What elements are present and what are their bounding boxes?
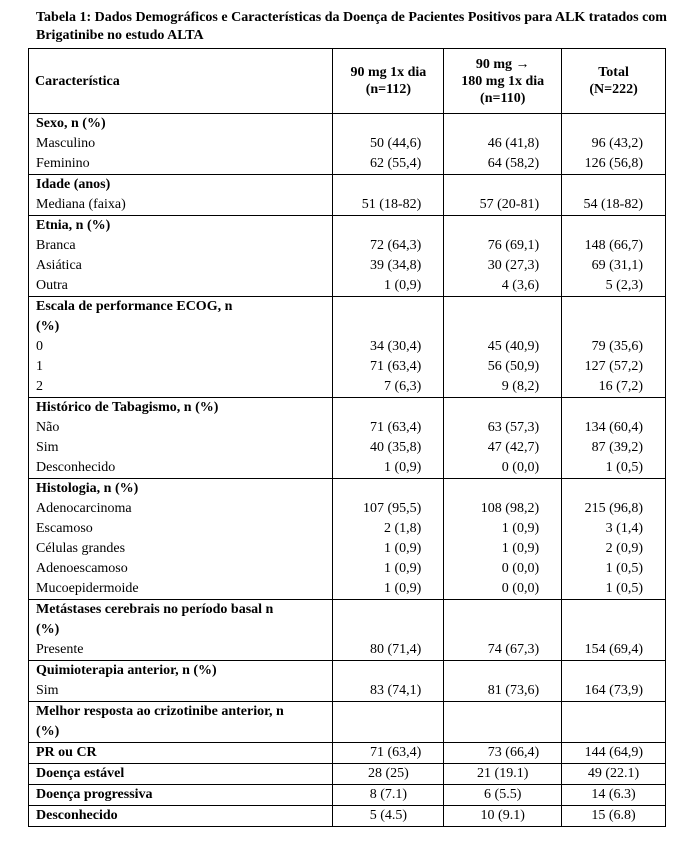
section-heading-text: Metástases cerebrais no período basal n [36, 602, 274, 617]
table-row [29, 539, 666, 559]
empty-cell [333, 216, 444, 237]
row-label: Desconhecido [29, 806, 333, 827]
table-row [29, 256, 666, 276]
table-row [29, 579, 666, 600]
row-value: 51 (18-82) [333, 195, 444, 216]
section-heading-text: Sexo, n (%) [36, 116, 106, 131]
header-total-line2: (N=222) [589, 82, 638, 97]
empty-cell [444, 297, 562, 338]
row-label: Branca [29, 236, 333, 256]
row-value: 30 (27,3) [444, 256, 562, 276]
row-value: 47 (42,7) [444, 438, 562, 458]
header-90mg-line2: (n=112) [365, 82, 412, 97]
empty-cell [562, 398, 666, 419]
row-value: 69 (31,1) [562, 256, 666, 276]
section-heading [29, 297, 333, 338]
row-value: 0 (0,0) [444, 559, 562, 579]
row-label: Outra [29, 276, 333, 297]
row-value: 83 (74,1) [333, 681, 444, 702]
row-label: PR ou CR [29, 743, 333, 764]
row-value: 1 (0,9) [333, 458, 444, 479]
row-value: 64 (58,2) [444, 154, 562, 175]
row-label: Doença estável [29, 764, 333, 785]
empty-cell [444, 175, 562, 196]
row-label: Sim [29, 681, 333, 702]
row-label: 1 [29, 357, 333, 377]
row-label: Asiática [29, 256, 333, 276]
empty-cell [562, 661, 666, 682]
row-value: 28 (25) [333, 764, 444, 785]
row-label: Doença progressiva [29, 785, 333, 806]
row-value: 5 (2,3) [562, 276, 666, 297]
row-value: 56 (50,9) [444, 357, 562, 377]
table-row [29, 519, 666, 539]
row-label: Sim [29, 438, 333, 458]
row-value: 14 (6.3) [562, 785, 666, 806]
row-value: 71 (63,4) [333, 743, 444, 764]
table-row [29, 154, 666, 175]
section-heading-text: Histórico de Tabagismo, n (%) [36, 400, 219, 415]
empty-cell [333, 175, 444, 196]
row-value: 6 (5.5) [444, 785, 562, 806]
empty-cell [333, 114, 444, 135]
header-row [29, 49, 666, 114]
row-label: Adenocarcinoma [29, 499, 333, 519]
table-row [29, 134, 666, 154]
row-value: 76 (69,1) [444, 236, 562, 256]
row-value: 1 (0,5) [562, 458, 666, 479]
empty-cell [562, 114, 666, 135]
row-value: 108 (98,2) [444, 499, 562, 519]
table-row [29, 743, 666, 764]
row-value: 1 (0,9) [333, 579, 444, 600]
section-heading-row [29, 398, 666, 419]
row-label: Feminino [29, 154, 333, 175]
header-total-line1: Total [598, 65, 629, 80]
table-title: Tabela 1: Dados Demográficos e Características da Doença de Pacientes Positivos para ALK tratados com Brigatinibe no estudo ALTA [36, 10, 667, 43]
row-value: 63 (57,3) [444, 418, 562, 438]
row-value: 5 (4.5) [333, 806, 444, 827]
empty-cell [444, 398, 562, 419]
row-value: 1 (0,5) [562, 559, 666, 579]
section-heading-text: Etnia, n (%) [36, 218, 111, 233]
header-90mg [333, 49, 444, 114]
row-value: 57 (20-81) [444, 195, 562, 216]
table-row [29, 559, 666, 579]
row-value: 50 (44,6) [333, 134, 444, 154]
row-value: 46 (41,8) [444, 134, 562, 154]
row-label: 0 [29, 337, 333, 357]
section-heading [29, 661, 333, 682]
section-heading [29, 702, 333, 743]
row-value: 1 (0,9) [444, 519, 562, 539]
section-heading-row [29, 600, 666, 641]
row-value: 80 (71,4) [333, 640, 444, 661]
row-value: 1 (0,9) [333, 559, 444, 579]
empty-cell [444, 702, 562, 743]
empty-cell [562, 600, 666, 641]
row-value: 81 (73,6) [444, 681, 562, 702]
header-90-180mg [444, 49, 562, 114]
row-value: 40 (35,8) [333, 438, 444, 458]
demographics-table [28, 48, 666, 827]
row-value: 2 (0,9) [562, 539, 666, 559]
row-value: 10 (9.1) [444, 806, 562, 827]
section-heading-text: Melhor resposta ao crizotinibe anterior, n [36, 704, 284, 719]
table-row [29, 195, 666, 216]
row-value: 148 (66,7) [562, 236, 666, 256]
table-body [29, 114, 666, 827]
row-label: Não [29, 418, 333, 438]
table-row [29, 377, 666, 398]
row-value: 0 (0,0) [444, 579, 562, 600]
row-value: 16 (7,2) [562, 377, 666, 398]
row-label: Mediana (faixa) [29, 195, 333, 216]
row-value: 144 (64,9) [562, 743, 666, 764]
empty-cell [562, 297, 666, 338]
section-heading-text-cont: (%) [36, 622, 60, 637]
section-heading-row [29, 175, 666, 196]
row-value: 74 (67,3) [444, 640, 562, 661]
header-characteristic: Característica [29, 49, 333, 114]
row-value: 107 (95,5) [333, 499, 444, 519]
empty-cell [333, 398, 444, 419]
row-value: 9 (8,2) [444, 377, 562, 398]
header-90mg-line1: 90 mg 1x dia [350, 65, 427, 80]
section-heading-text: Quimioterapia anterior, n (%) [36, 663, 217, 678]
row-value: 8 (7.1) [333, 785, 444, 806]
section-heading-row [29, 114, 666, 135]
row-value: 87 (39,2) [562, 438, 666, 458]
empty-cell [562, 479, 666, 500]
empty-cell [444, 600, 562, 641]
row-value: 2 (1,8) [333, 519, 444, 539]
row-value: 4 (3,6) [444, 276, 562, 297]
row-label: 2 [29, 377, 333, 398]
empty-cell [444, 661, 562, 682]
row-value: 1 (0,9) [333, 276, 444, 297]
row-value: 164 (73,9) [562, 681, 666, 702]
row-value: 1 (0,9) [333, 539, 444, 559]
table-row [29, 785, 666, 806]
row-value: 49 (22.1) [562, 764, 666, 785]
row-value: 154 (69,4) [562, 640, 666, 661]
section-heading [29, 175, 333, 196]
row-value: 1 (0,5) [562, 579, 666, 600]
table-row [29, 357, 666, 377]
empty-cell [333, 600, 444, 641]
row-value: 45 (40,9) [444, 337, 562, 357]
empty-cell [333, 702, 444, 743]
section-heading-text: Idade (anos) [36, 177, 111, 192]
section-heading [29, 600, 333, 641]
row-value: 215 (96,8) [562, 499, 666, 519]
table-row [29, 337, 666, 357]
table-row [29, 499, 666, 519]
section-heading-text-cont: (%) [36, 319, 60, 334]
table-row [29, 681, 666, 702]
table-row [29, 640, 666, 661]
section-heading-text: Escala de performance ECOG, n [36, 299, 233, 314]
row-label: Escamoso [29, 519, 333, 539]
row-value: 71 (63,4) [333, 357, 444, 377]
table-row [29, 764, 666, 785]
row-value: 1 (0,9) [444, 539, 562, 559]
table-header [29, 49, 666, 114]
row-value: 127 (57,2) [562, 357, 666, 377]
table-row [29, 806, 666, 827]
section-heading [29, 398, 333, 419]
header-total [562, 49, 666, 114]
row-value: 15 (6.8) [562, 806, 666, 827]
row-value: 54 (18-82) [562, 195, 666, 216]
header-90-180mg-line3: (n=110) [480, 90, 526, 106]
section-heading [29, 479, 333, 500]
empty-cell [333, 297, 444, 338]
table-row [29, 418, 666, 438]
section-heading-row [29, 702, 666, 743]
empty-cell [562, 216, 666, 237]
row-value: 73 (66,4) [444, 743, 562, 764]
row-value: 71 (63,4) [333, 418, 444, 438]
table-row [29, 276, 666, 297]
section-heading [29, 216, 333, 237]
empty-cell [562, 702, 666, 743]
table-row [29, 458, 666, 479]
section-heading-text-cont: (%) [36, 724, 60, 739]
row-value: 134 (60,4) [562, 418, 666, 438]
row-value: 72 (64,3) [333, 236, 444, 256]
row-value: 0 (0,0) [444, 458, 562, 479]
row-value: 7 (6,3) [333, 377, 444, 398]
empty-cell [444, 114, 562, 135]
section-heading [29, 114, 333, 135]
empty-cell [562, 175, 666, 196]
table-row [29, 236, 666, 256]
empty-cell [444, 216, 562, 237]
section-heading-text: Histologia, n (%) [36, 481, 139, 496]
row-value: 96 (43,2) [562, 134, 666, 154]
header-90-180mg-line1: 90 mg → [475, 56, 530, 72]
section-heading-row [29, 297, 666, 338]
section-heading-row [29, 216, 666, 237]
empty-cell [444, 479, 562, 500]
row-value: 79 (35,6) [562, 337, 666, 357]
row-value: 62 (55,4) [333, 154, 444, 175]
row-label: Mucoepidermoide [29, 579, 333, 600]
header-90-180mg-line2: 180 mg 1x dia [461, 73, 545, 89]
section-heading-row [29, 479, 666, 500]
row-value: 126 (56,8) [562, 154, 666, 175]
row-value: 21 (19.1) [444, 764, 562, 785]
empty-cell [333, 661, 444, 682]
row-value: 39 (34,8) [333, 256, 444, 276]
row-label: Adenoescamoso [29, 559, 333, 579]
row-label: Desconhecido [29, 458, 333, 479]
row-value: 34 (30,4) [333, 337, 444, 357]
section-heading-row [29, 661, 666, 682]
empty-cell [333, 479, 444, 500]
row-label: Células grandes [29, 539, 333, 559]
row-label: Masculino [29, 134, 333, 154]
row-value: 3 (1,4) [562, 519, 666, 539]
row-label: Presente [29, 640, 333, 661]
table-row [29, 438, 666, 458]
